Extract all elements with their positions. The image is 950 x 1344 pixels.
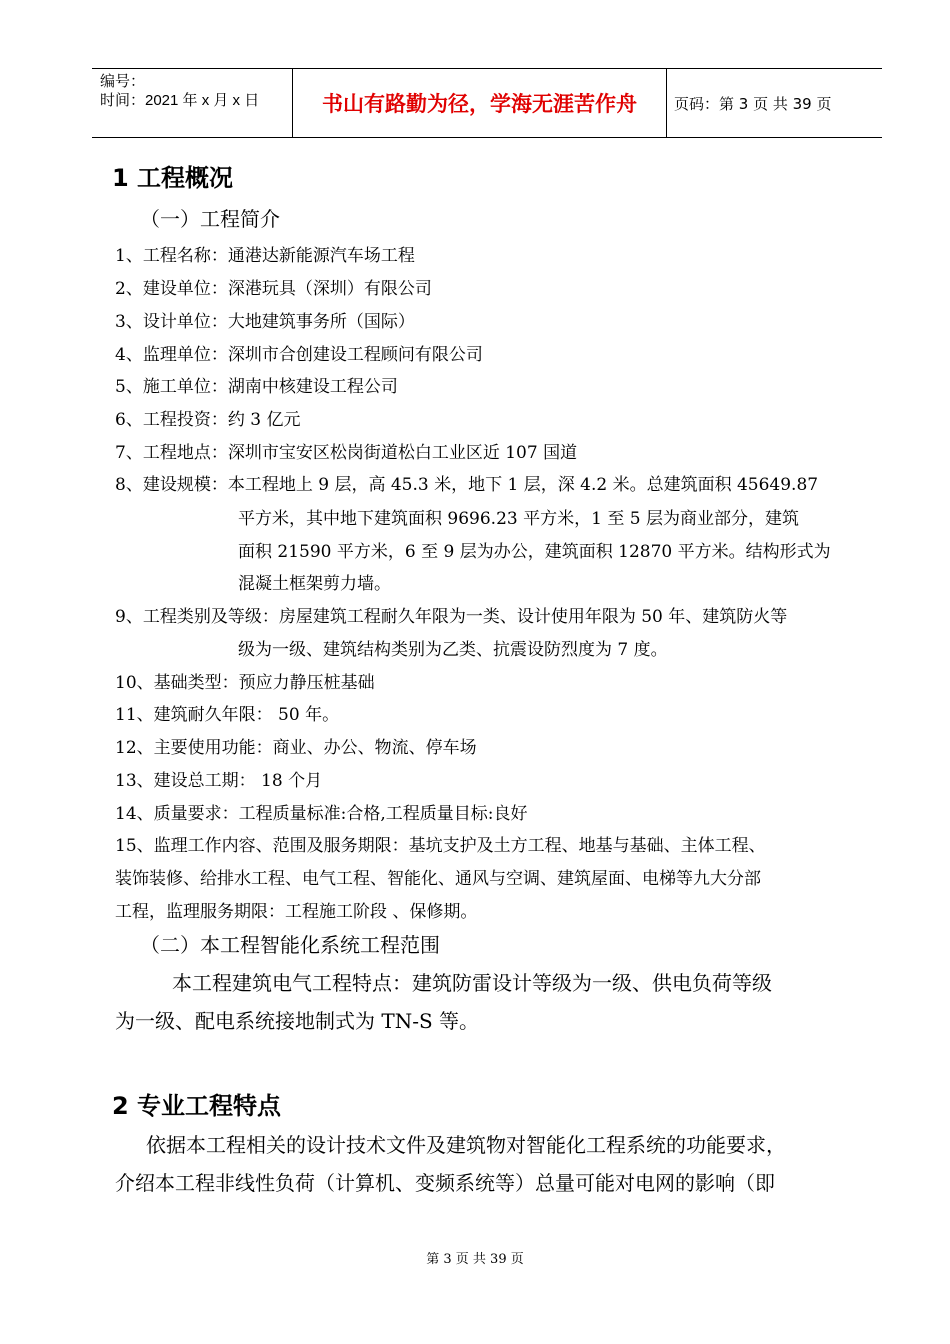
section2-title: 2 专业工程特点 [112, 1092, 282, 1120]
list-item: 10、基础类型：预应力静压桩基础 [115, 673, 375, 693]
header-motto: 书山有路勤为径，学海无涯苦作舟 [292, 69, 667, 137]
list-item: 1、工程名称：通港达新能源汽车场工程 [115, 246, 415, 266]
list-item-continuation: 装饰装修、给排水工程、电气工程、智能化、通风与空调、建筑屋面、电梯等九大分部 [115, 869, 761, 889]
paragraph-line: 为一级、配电系统接地制式为 TN-S 等。 [115, 1009, 480, 1033]
list-item: 4、监理单位：深圳市合创建设工程顾问有限公司 [115, 345, 483, 365]
list-item: 5、施工单位：湖南中核建设工程公司 [115, 377, 398, 397]
header-meta [92, 69, 292, 137]
list-item: 13、建设总工期： 18 个月 [115, 771, 323, 791]
paragraph-line: 依据本工程相关的设计技术文件及建筑物对智能化工程系统的功能要求， [146, 1133, 786, 1157]
list-item: 15、监理工作内容、范围及服务期限：基坑支护及土方工程、地基与基础、主体工程、 [115, 836, 766, 856]
list-item-category: 9、工程类别及等级：房屋建筑工程耐久年限为一类、设计使用年限为 50 年、建筑防火等 [115, 607, 788, 627]
list-item: 2、建设单位：深港玩具（深圳）有限公司 [115, 279, 432, 299]
list-item-continuation: 混凝土框架剪力墙。 [238, 574, 391, 594]
subsection-intro-title: （一）工程简介 [140, 207, 280, 231]
page-header [92, 68, 882, 138]
subsection-scope-title: （二）本工程智能化系统工程范围 [140, 933, 440, 957]
list-item: 14、质量要求：工程质量标准:合格,工程质量目标:良好 [115, 804, 528, 824]
list-item: 7、工程地点：深圳市宝安区松岗街道松白工业区近 107 国道 [115, 443, 578, 463]
list-item-continuation: 平方米，其中地下建筑面积 9696.23 平方米，1 至 5 层为商业部分，建筑 [238, 509, 799, 529]
list-item-continuation: 工程，监理服务期限：工程施工阶段 、保修期。 [115, 902, 478, 922]
number-label: 编号： [100, 73, 146, 90]
list-item-scale: 8、建设规模：本工程地上 9 层，高 45.3 米，地下 1 层，深 4.2 米。总建筑面积 45649.87 [115, 475, 819, 495]
time-label: 时间：2021 年 x 月 x 日 [100, 92, 260, 109]
page-footer: 第 3 页 共 39 页 [426, 1252, 524, 1267]
header-page-info: 页码：第 3 页 共 39 页 [674, 94, 832, 113]
list-item: 6、工程投资：约 3 亿元 [115, 410, 301, 430]
paragraph-line: 本工程建筑电气工程特点：建筑防雷设计等级为一级、供电负荷等级 [172, 971, 772, 995]
list-item-continuation: 面积 21590 平方米，6 至 9 层为办公，建筑面积 12870 平方米。结构形式为 [238, 542, 831, 562]
list-item: 11、建筑耐久年限： 50 年。 [115, 705, 340, 725]
list-item-continuation: 级为一级、建筑结构类别为乙类、抗震设防烈度为 7 度。 [238, 640, 668, 660]
section1-title: 1 工程概况 [112, 164, 234, 192]
list-item: 12、主要使用功能：商业、办公、物流、停车场 [115, 738, 477, 758]
paragraph-line: 介绍本工程非线性负荷（计算机、变频系统等）总量可能对电网的影响（即 [115, 1171, 775, 1195]
list-item: 3、设计单位：大地建筑事务所（国际） [115, 312, 415, 332]
